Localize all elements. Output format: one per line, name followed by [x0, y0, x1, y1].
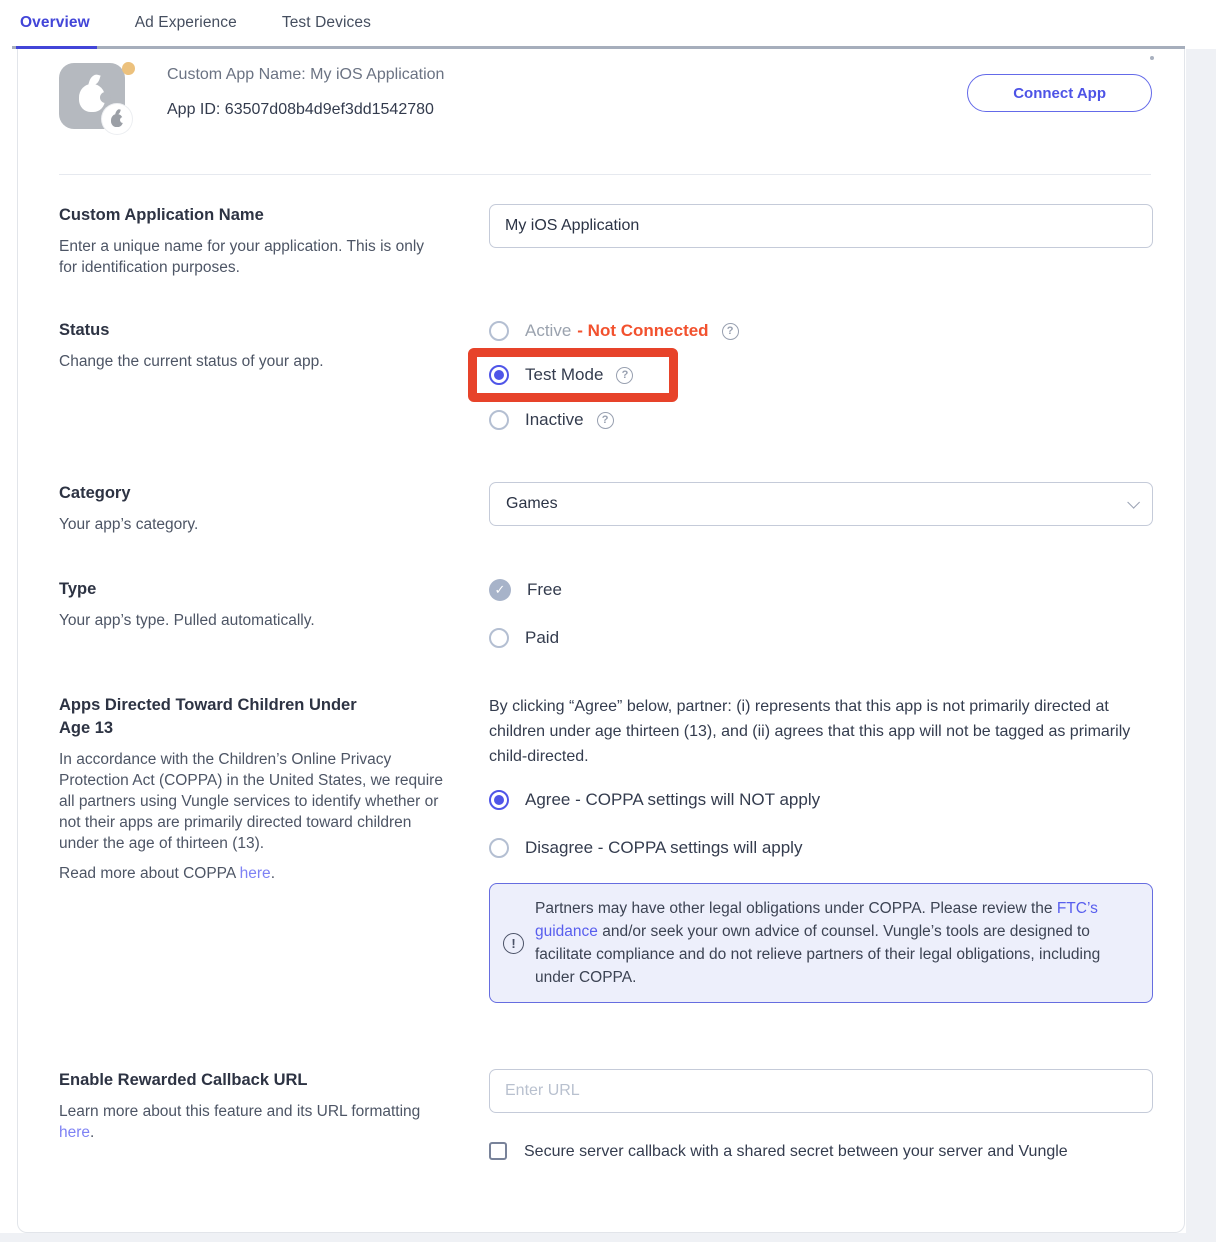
category-row [59, 482, 1152, 535]
category-selected-value: Games [506, 495, 558, 512]
type-option-free[interactable] [489, 578, 1153, 602]
radio-paid-icon[interactable] [489, 628, 509, 648]
type-paid-label: Paid [525, 628, 560, 647]
custom-name-description: Enter a unique name for your application. This is only for identification purposes. [59, 238, 425, 276]
status-description: Change the current status of your app. [59, 353, 324, 370]
tab-test-devices[interactable]: Test Devices [281, 14, 371, 31]
page-gutter [0, 1233, 1216, 1242]
alert-icon: ! [503, 933, 524, 954]
status-test-mode-label: Test Mode [525, 365, 604, 384]
status-dot-icon [122, 62, 135, 75]
chevron-down-icon [1127, 496, 1140, 509]
secure-callback-option[interactable] [489, 1139, 1153, 1164]
coppa-agree-label: Agree - COPPA settings will NOT apply [525, 790, 821, 809]
category-label: Category [59, 484, 131, 502]
radio-agree-selected-icon[interactable] [489, 790, 509, 810]
status-active-label: Active [525, 321, 572, 340]
check-circle-icon: ✓ [489, 579, 511, 601]
custom-app-name-line: Custom App Name: My iOS Application [167, 66, 445, 83]
status-option-active[interactable] [489, 319, 1153, 343]
coppa-description: In accordance with the Children’s Online Privacy Protection Act (COPPA) in the United States, we require all partners using Vungle services to identify whether or not their apps are primarily directed toward children under the age of thirteen (13). [59, 751, 443, 852]
header-divider [59, 174, 1151, 175]
coppa-label: Apps Directed Toward Children Under Age 13 [59, 696, 357, 737]
category-description: Your app’s category. [59, 516, 199, 533]
apple-app-icon [59, 63, 125, 129]
tab-ad-experience[interactable]: Ad Experience [134, 14, 237, 31]
callback-label: Enable Rewarded Callback URL [59, 1071, 308, 1089]
app-overview-card [17, 49, 1185, 1233]
category-select[interactable] [489, 482, 1153, 526]
radio-active-icon[interactable] [489, 321, 509, 341]
custom-name-label: Custom Application Name [59, 206, 264, 224]
callback-row [59, 1069, 1152, 1164]
tab-bar [0, 0, 1216, 49]
app-id-line: App ID: 63507d08b4d9ef3dd1542780 [167, 101, 434, 118]
decorative-dot [1150, 56, 1154, 60]
app-header-text [167, 63, 444, 119]
callback-url-input[interactable] [489, 1069, 1153, 1113]
help-icon[interactable]: ? [597, 412, 614, 429]
coppa-notice-text: Partners may have other legal obligations under COPPA. Please review the FTC’s guidance and/or seek your own advice of counsel. Vungle’s tools are designed to facilitate compliance and do not relieve partners of their legal obligations, including under COPPA. [535, 900, 1101, 986]
type-option-paid[interactable] [489, 626, 1153, 650]
coppa-disagree-label: Disagree - COPPA settings will apply [525, 838, 803, 857]
coppa-agreement-text: By clicking “Agree” below, partner: (i) represents that this app is not primarily directed at children under age thirteen (13), and (ii) agrees that this app will not be tagged as primarily child-directed. [489, 698, 1131, 765]
tab-overview[interactable]: Overview [20, 14, 90, 31]
type-label: Type [59, 580, 97, 598]
status-option-inactive[interactable] [489, 408, 1153, 432]
status-option-test-mode[interactable] [489, 365, 633, 385]
checkbox-icon[interactable] [489, 1142, 507, 1160]
coppa-option-disagree[interactable] [489, 836, 1153, 860]
ios-platform-badge-icon [102, 104, 132, 134]
callback-here-link[interactable]: here [59, 1124, 91, 1141]
radio-test-mode-selected-icon[interactable] [489, 365, 509, 385]
app-header [59, 63, 1152, 129]
coppa-row [59, 694, 1152, 1003]
custom-name-row [59, 204, 1152, 278]
status-inactive-label: Inactive [525, 410, 584, 429]
coppa-here-link[interactable]: here [239, 865, 271, 882]
help-icon[interactable]: ? [616, 367, 633, 384]
status-not-connected-label: - Not Connected [577, 321, 709, 340]
coppa-notice-box [489, 883, 1153, 1003]
test-mode-annotation-box [468, 348, 678, 402]
radio-inactive-icon[interactable] [489, 410, 509, 430]
ftc-guidance-link[interactable]: FTC’s guidance [535, 900, 1098, 940]
secure-callback-label: Secure server callback with a shared secret between your server and Vungle [524, 1143, 1068, 1160]
active-tab-indicator [16, 46, 97, 49]
type-row [59, 578, 1152, 650]
help-icon[interactable]: ? [722, 323, 739, 340]
custom-name-input[interactable] [489, 204, 1153, 248]
radio-disagree-icon[interactable] [489, 838, 509, 858]
status-row [59, 319, 1152, 432]
coppa-read-more: Read more about COPPA here. [59, 865, 275, 882]
status-label: Status [59, 321, 110, 339]
page-gutter [1186, 49, 1216, 1242]
callback-description: Learn more about this feature and its URL formatting here. [59, 1103, 421, 1141]
coppa-option-agree[interactable] [489, 788, 1153, 812]
type-description: Your app’s type. Pulled automatically. [59, 612, 315, 629]
connect-app-button[interactable]: Connect App [967, 74, 1152, 112]
type-free-label: Free [527, 580, 562, 599]
